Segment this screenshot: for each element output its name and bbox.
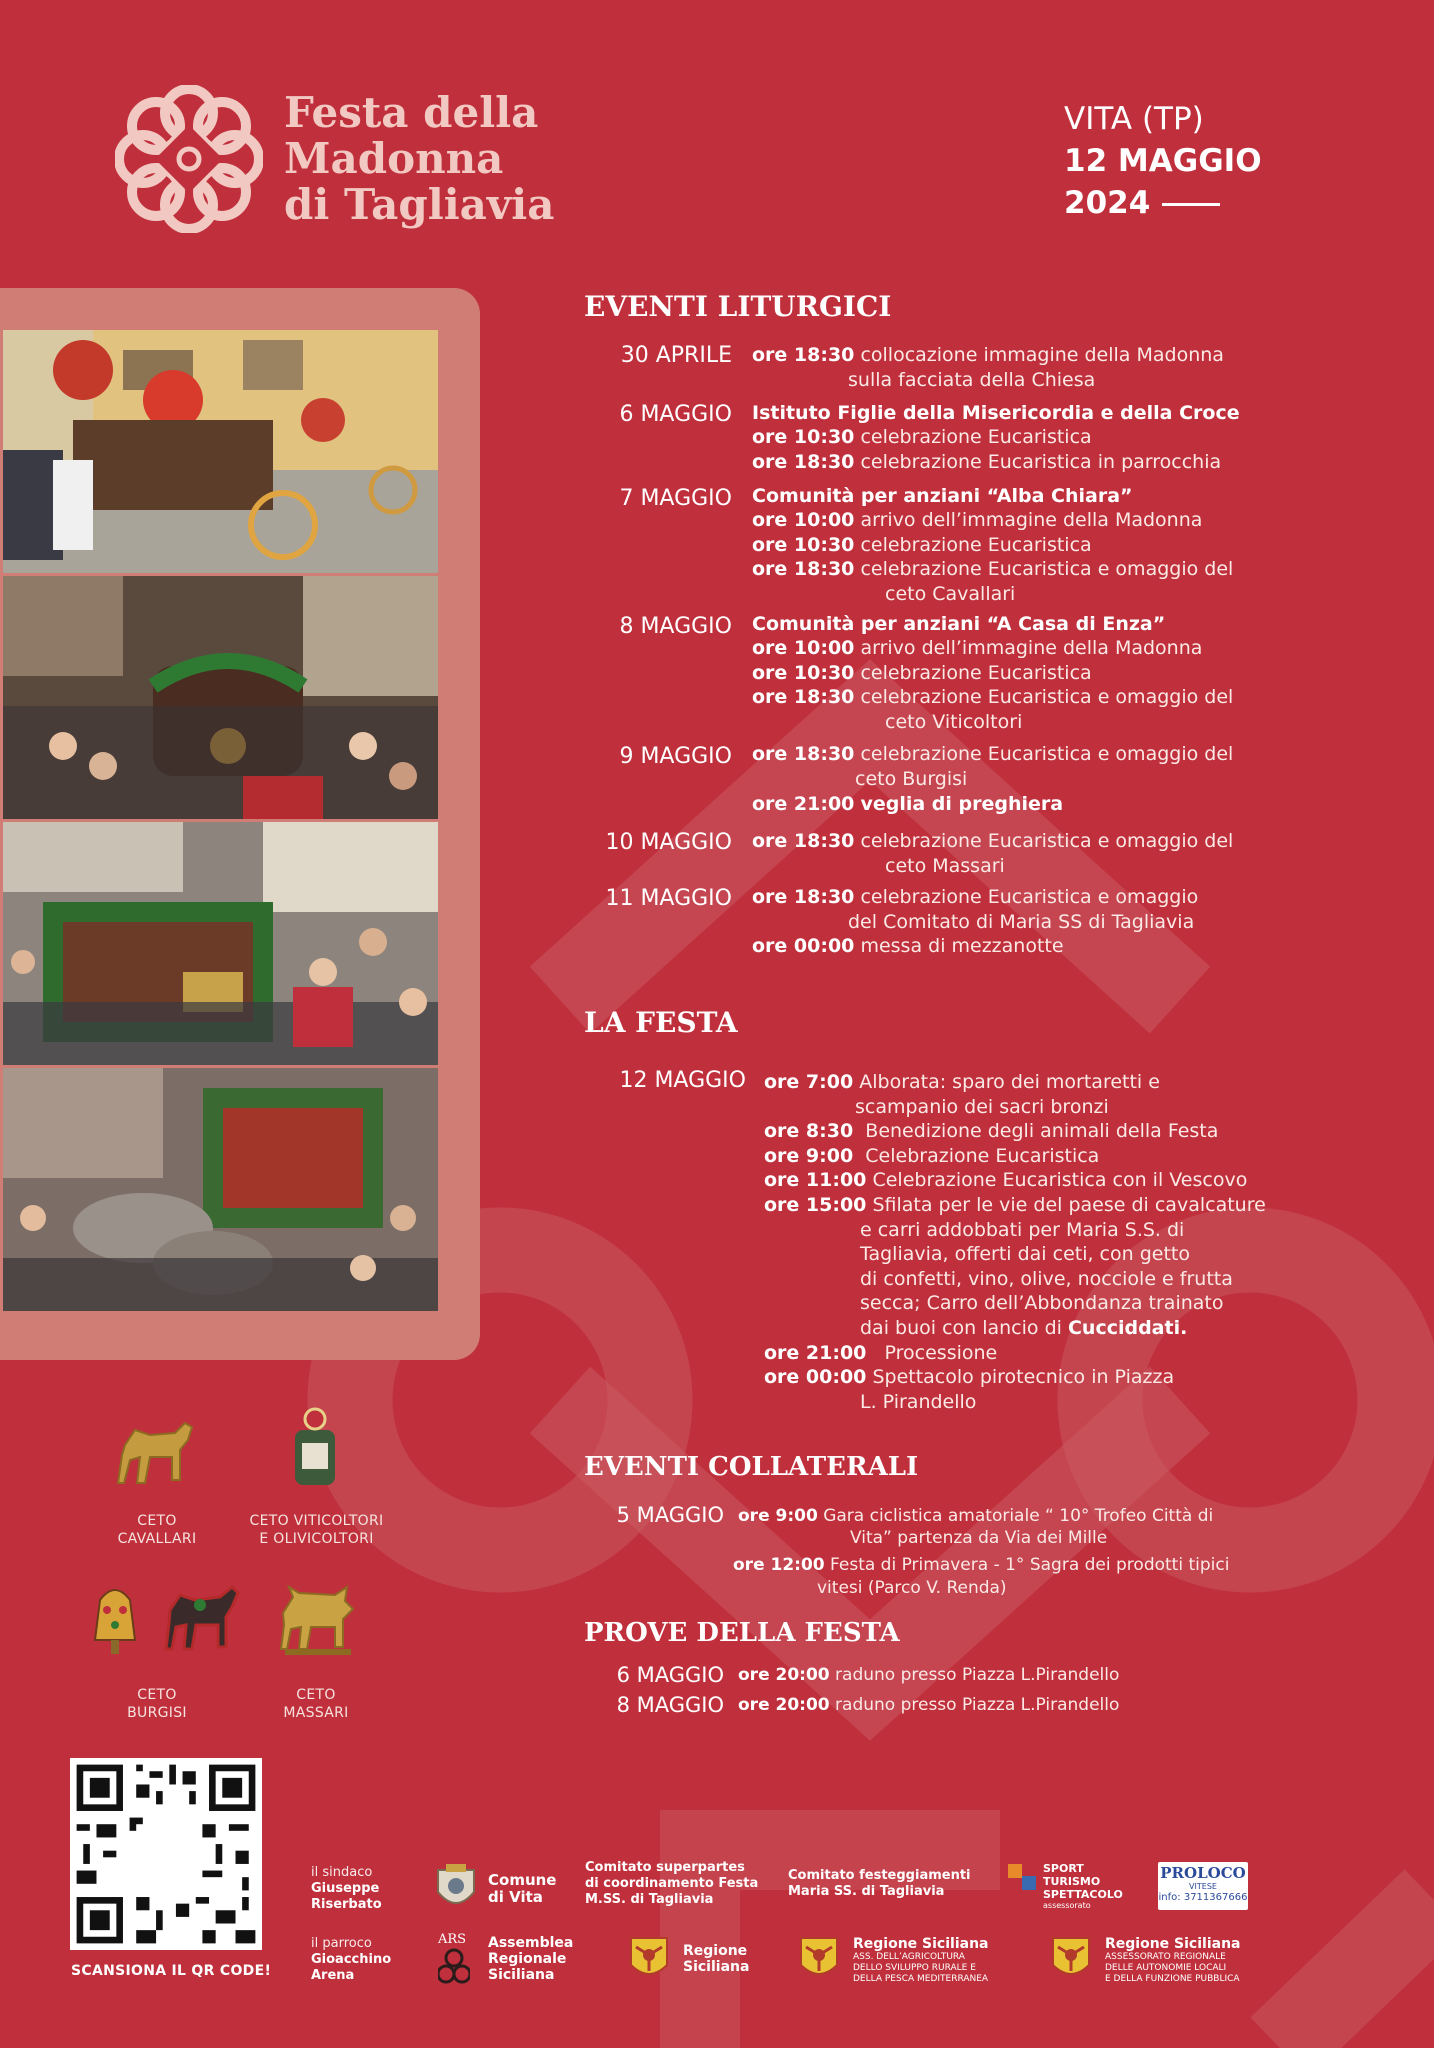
liturgici-date-11-maggio: 11 MAGGIO [605,886,732,911]
event-text: Processione [884,1342,998,1364]
event-time: ore 10:30 [752,426,855,448]
ceto-cavallari-line-2: CAVALLARI [117,1531,197,1547]
event-time: ore 12:00 [733,1555,825,1575]
place-date [1064,98,1262,224]
event-text: Sfilata per le vie del paese di cavalcature [872,1194,1266,1216]
city: VITA (TP) [1064,101,1204,137]
trinacria-icon [1050,1935,1092,1983]
sindaco-credit [311,1865,382,1913]
festa-line [764,1119,1218,1143]
comitato1-line-3: M.SS. di Tagliavia [585,1892,714,1907]
event-year: 2024 [1064,185,1151,221]
liturgici-date-8-maggio: 8 MAGGIO [619,614,732,639]
collaterali-line [733,1553,1229,1577]
ceto-cavallari-line-1: CETO [137,1513,177,1529]
festa-line [764,1144,1099,1168]
event-text: arrivo dell’immagine della Madonna [860,637,1203,659]
liturgici-line: ceto Burgisi [855,768,968,790]
comitato1-line-1: Comitato superpartes [585,1860,745,1875]
proloco-line-3: info: 3711367666 [1158,1892,1248,1903]
liturgici-line [752,829,1233,853]
festa-line: secca; Carro dell’Abbondanza trainato [860,1292,1224,1314]
liturgici-line [752,425,1092,449]
ceto-massari-line-1: CETO [296,1687,336,1703]
prove-date-6-maggio: 6 MAGGIO [616,1663,724,1687]
liturgici-line: ceto Cavallari [885,583,1016,605]
liturgici-line: sulla facciata della Chiesa [848,369,1096,391]
comune-di-vita [488,1872,556,1906]
event-time: ore 00:00 [764,1366,867,1388]
year-underline [1162,203,1220,206]
liturgici-line [752,401,1240,425]
title-line-2: Madonna [284,134,504,183]
regione1-line-2: Siciliana [683,1959,750,1975]
event-time: ore 10:30 [752,662,855,684]
liturgici-line [752,533,1092,557]
title-line-1: Festa della [284,88,539,137]
regione3-line-3: E DELLA FUNZIONE PUBBLICA [1105,1974,1240,1984]
regione2-line-1: ASS. DELL’AGRICOLTURA [853,1952,965,1962]
collaterali-line [738,1504,1213,1528]
section-festa-title: LA FESTA [584,1006,738,1039]
liturgici-line [752,685,1233,709]
festa-logo-icon [115,85,263,233]
liturgici-date-10-maggio: 10 MAGGIO [605,830,732,855]
event-time: ore 10:30 [752,534,855,556]
festa-line [764,1168,1247,1192]
regione3-line-2: DELLE AUTONOMIE LOCALI [1105,1963,1227,1973]
ceto-massari-label [256,1686,376,1722]
festa-line [764,1070,1160,1094]
ars-line-1: Assemblea [488,1935,574,1951]
festa-line: L. Pirandello [860,1391,977,1413]
regione-siciliana-agricoltura [853,1936,989,1985]
event-heading: Comunità per anziani “A Casa di Enza” [752,613,1166,635]
festa-line [764,1193,1266,1217]
proloco-line-1: PROLOCO [1160,1864,1246,1882]
ceto-massari-line-2: MASSARI [283,1705,349,1721]
sindaco-name-1: Giuseppe [311,1881,380,1896]
ars-text [488,1935,573,1983]
liturgici-line [752,450,1221,474]
event-text: celebrazione Eucaristica [860,534,1092,556]
event-text: raduno presso Piazza L.Pirandello [835,1695,1120,1715]
festa-title [284,90,554,228]
liturgici-line [752,661,1092,685]
parroco-name-2: Arena [311,1968,355,1983]
liturgici-line: ceto Massari [885,855,1005,877]
comune-crest-icon [434,1862,478,1914]
event-text: raduno presso Piazza L.Pirandello [835,1665,1120,1685]
trinacria-icon [628,1935,670,1983]
liturgici-line [752,343,1224,367]
comitato2-line-1: Comitato festeggiamenti [788,1868,971,1883]
sport-line-1: SPORT [1043,1862,1084,1875]
event-time: ore 18:30 [752,830,855,852]
event-text: veglia di preghiera [860,793,1064,815]
decorated-cart-icon [85,1580,145,1660]
regione2-line-3: DELLA PESCA MEDITERRANEA [853,1974,989,1984]
event-text: Alborata: sparo dei mortaretti e [859,1071,1160,1093]
regione3-line-1: ASSESSORATO REGIONALE [1105,1952,1226,1962]
comitato1-line-2: di coordinamento Festa [585,1876,759,1891]
event-text: arrivo dell’immagine della Madonna [860,509,1203,531]
ceto-burgisi-line-1: CETO [137,1687,177,1703]
comune-line-2: di Vita [488,1888,543,1906]
prove-line [738,1663,1119,1687]
event-time: ore 18:30 [752,344,855,366]
event-text: dai buoi con lancio di [860,1317,1062,1339]
sindaco-role: il sindaco [311,1865,373,1880]
collaterali-line: vitesi (Parco V. Renda) [817,1578,1007,1598]
event-time: ore 18:30 [752,886,855,908]
collaterali-line: Vita” partenza da Via dei Mille [850,1528,1108,1548]
barrel-icon [290,1405,340,1495]
ceto-burgisi-line-2: BURGISI [127,1705,187,1721]
liturgici-date-6-maggio: 6 MAGGIO [619,402,732,427]
section-prove-title: PROVE DELLA FESTA [584,1618,900,1648]
section-liturgici-title: EVENTI LITURGICI [584,290,892,323]
photo-panel [0,288,480,1360]
ars-emblem-icon [438,1948,470,1986]
comitato-superpartes [585,1860,758,1908]
sport-line-4: assessorato [1043,1901,1091,1910]
regione3-title: Regione Siciliana [1105,1936,1241,1952]
collaterali-date-5-maggio: 5 MAGGIO [616,1503,724,1527]
ars-line-2: Regionale [488,1951,567,1967]
sport-line-2: TURISMO [1043,1875,1101,1888]
photo-cavallari [3,330,438,573]
event-text: celebrazione Eucaristica [860,662,1092,684]
sindaco-name-2: Riserbato [311,1897,382,1912]
festa-line [860,1316,1187,1340]
event-heading: Comunità per anziani “Alba Chiara” [752,485,1133,507]
comitato2-line-2: Maria SS. di Tagliavia [788,1884,945,1899]
horse-icon [110,1405,205,1500]
photo-burgisi [3,822,438,1065]
festa-line: e carri addobbati per Maria S.S. di [860,1219,1185,1241]
event-time: ore 18:30 [752,451,855,473]
event-time: ore 11:00 [764,1169,867,1191]
event-text: messa di mezzanotte [860,935,1064,957]
regione2-title: Regione Siciliana [853,1936,989,1952]
festa-line: di confetti, vino, olive, nocciole e frutta [860,1268,1233,1290]
proloco-line-2: VITESE [1189,1882,1217,1891]
liturgici-line [752,742,1233,766]
event-time: ore 21:00 [752,793,855,815]
festa-line [764,1365,1174,1389]
event-heading: Istituto Figlie della Misericordia e della Croce [752,402,1240,424]
ceto-viticoltori-line-2: E OLIVICOLTORI [259,1531,374,1547]
liturgici-line [752,612,1165,636]
liturgici-date-30-aprile: 30 APRILE [620,343,732,368]
liturgici-line [752,792,1063,816]
regione1-line-1: Regione [683,1943,748,1959]
event-time: ore 7:00 [764,1071,854,1093]
event-time: ore 18:30 [752,558,855,580]
qr-caption: SCANSIONA IL QR CODE! [71,1963,272,1979]
event-text: celebrazione Eucaristica e omaggio del [860,686,1234,708]
liturgici-date-9-maggio: 9 MAGGIO [619,744,732,769]
comitato-festeggiamenti [788,1868,971,1900]
event-time: ore 10:00 [752,637,855,659]
event-text: collocazione immagine della Madonna [860,344,1224,366]
ceto-viticoltori-label [244,1512,389,1548]
sport-line-3: SPETTACOLO [1043,1888,1123,1901]
trinacria-icon [798,1935,840,1983]
event-time: ore 18:30 [752,686,855,708]
event-text: celebrazione Eucaristica in parrocchia [860,451,1222,473]
event-text: celebrazione Eucaristica e omaggio del [860,830,1234,852]
section-collaterali-title: EVENTI COLLATERALI [584,1452,919,1482]
liturgici-line [752,636,1202,660]
regione-siciliana-1 [683,1943,749,1975]
festa-line [764,1341,997,1365]
sport-turismo-icon [1006,1862,1040,1904]
event-time: ore 18:30 [752,743,855,765]
event-text: Gara ciclistica amatoriale “ 10° Trofeo Città di [823,1506,1214,1526]
ceto-cavallari-label [97,1512,217,1548]
title-line-3: di Tagliavia [284,180,555,229]
event-text: Spettacolo pirotecnico in Piazza [872,1366,1175,1388]
liturgici-line [752,484,1133,508]
event-text: celebrazione Eucaristica e omaggio del [860,558,1234,580]
regione2-line-2: DELLO SVILUPPO RURALE E [853,1963,976,1973]
photo-viticoltori [3,576,438,819]
event-time: ore 00:00 [752,935,855,957]
comune-line-1: Comune [488,1871,557,1889]
event-date: 12 MAGGIO [1064,143,1262,179]
ceto-viticoltori-line-1: CETO VITICOLTORI [249,1513,384,1529]
festa-line: scampanio dei sacri bronzi [855,1096,1109,1118]
festa-date-12-maggio: 12 MAGGIO [619,1068,746,1093]
event-time: ore 8:30 [764,1120,854,1142]
sport-turismo-spettacolo [1043,1862,1123,1910]
event-text: celebrazione Eucaristica [860,426,1092,448]
event-time: ore 20:00 [738,1695,830,1715]
ars-line-3: Siciliana [488,1967,555,1983]
prove-line [738,1693,1119,1717]
event-time: ore 20:00 [738,1665,830,1685]
event-text-bold: Cucciddati. [1067,1317,1188,1339]
proloco-badge [1158,1862,1248,1910]
event-time: ore 15:00 [764,1194,867,1216]
parroco-role: il parroco [311,1936,372,1951]
ceto-burgisi-label [97,1686,217,1722]
festa-line: Tagliavia, offerti dai ceti, con getto [860,1243,1190,1265]
event-time: ore 10:00 [752,509,855,531]
event-text: Benedizione degli animali della Festa [865,1120,1219,1142]
prove-date-8-maggio: 8 MAGGIO [616,1693,724,1717]
event-time: ore 21:00 [764,1342,867,1364]
ars-mark: ARS [438,1932,467,1947]
parroco-name-1: Gioacchino [311,1952,392,1967]
photo-massari [3,1068,438,1311]
liturgici-line [752,508,1202,532]
liturgici-line [752,934,1064,958]
parroco-credit [311,1936,391,1984]
event-time: ore 9:00 [738,1506,818,1526]
event-time: ore 9:00 [764,1145,854,1167]
liturgici-line: ceto Viticoltori [885,711,1023,733]
event-text: celebrazione Eucaristica e omaggio del [860,743,1234,765]
event-text: Celebrazione Eucaristica [865,1145,1100,1167]
liturgici-line: del Comitato di Maria SS di Tagliavia [848,911,1195,933]
regione-siciliana-autonomie [1105,1936,1241,1985]
event-text: celebrazione Eucaristica e omaggio [860,886,1199,908]
decorated-mule-icon [160,1575,245,1660]
ox-icon [275,1575,360,1660]
qr-code[interactable] [70,1758,262,1950]
liturgici-line [752,557,1233,581]
liturgici-date-7-maggio: 7 MAGGIO [619,486,732,511]
event-text: Celebrazione Eucaristica con il Vescovo [872,1169,1248,1191]
event-text: Festa di Primavera - 1° Sagra dei prodotti tipici [830,1555,1230,1575]
liturgici-line [752,885,1198,909]
